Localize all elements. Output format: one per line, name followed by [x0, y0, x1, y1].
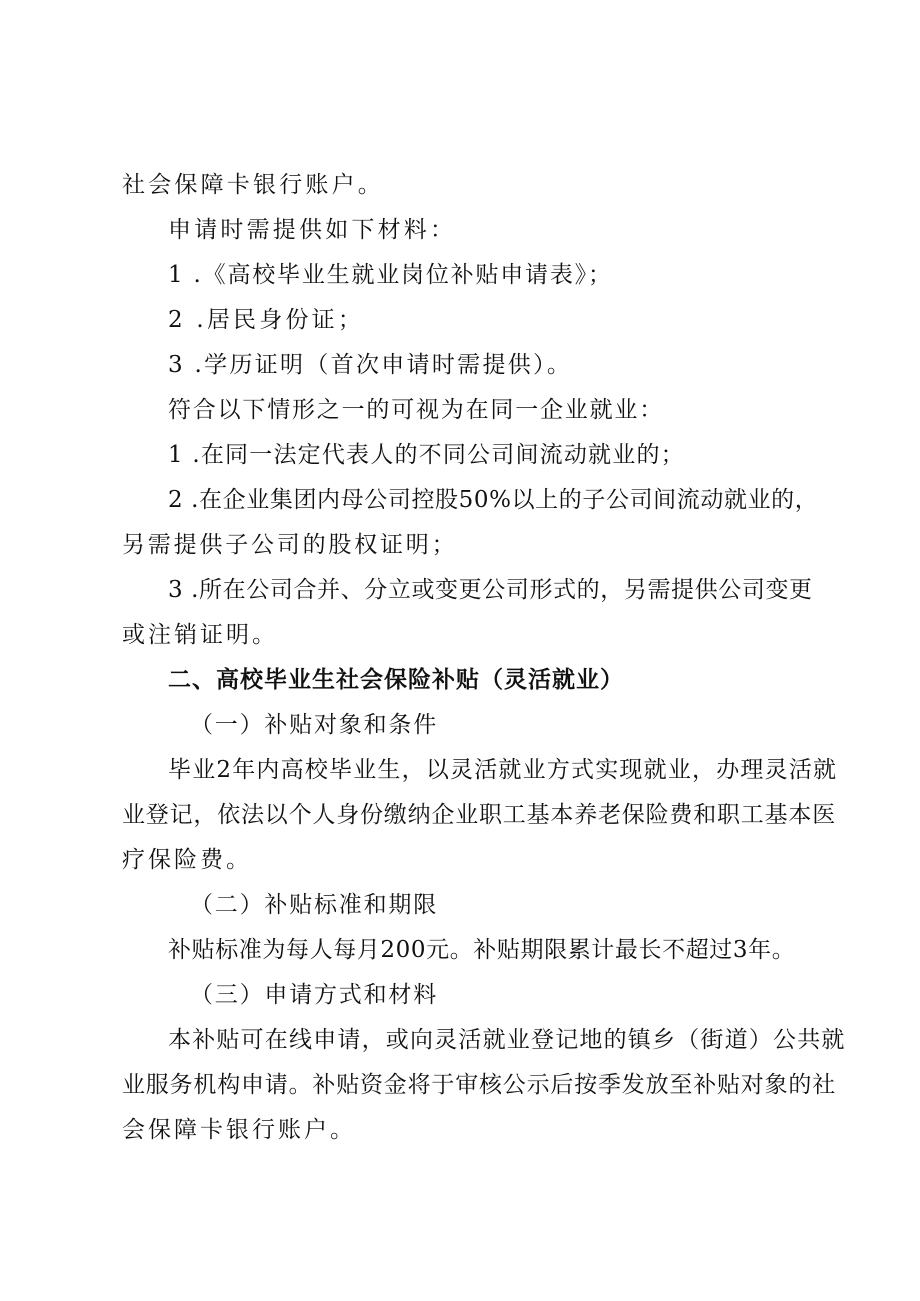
text-line: 疗保险费。 — [122, 847, 252, 873]
subsection-heading: （一）补贴对象和条件 — [190, 712, 438, 738]
text-line: 符合以下情形之一的可视为在同一企业就业： — [168, 397, 664, 423]
text-line: 业登记，依法以个人身份缴纳企业职工基本养老保险费和职工基本医 — [122, 802, 836, 828]
text-line: 或注销证明。 — [122, 622, 278, 648]
text-line: 补贴标准为每人每月200元。补贴期限累计最长不超过3年。 — [168, 937, 796, 963]
text-line: 申请时需提供如下材料： — [168, 217, 457, 243]
list-item: 3 .所在公司合并、分立或变更公司形式的，另需提供公司变更 — [168, 577, 813, 603]
text-line: 本补贴可在线申请，或向灵活就业登记地的镇乡（街道）公共就 — [168, 1027, 846, 1053]
list-item: 3 .学历证明（首次申请时需提供）。 — [168, 352, 573, 378]
text-line: 毕业2年内高校毕业生，以灵活就业方式实现就业，办理灵活就 — [168, 757, 838, 783]
list-item: 2 .居民身份证； — [168, 307, 365, 333]
list-item: 1 .《高校毕业生就业岗位补贴申请表》； — [168, 262, 613, 288]
text-line: 业服务机构申请。补贴资金将于审核公示后按季发放至补贴对象的社 — [122, 1072, 836, 1098]
subsection-heading: （二）补贴标准和期限 — [190, 892, 438, 918]
text-line: 会保障卡银行账户。 — [122, 1117, 356, 1143]
section-heading: 二、高校毕业生社会保险补贴（灵活就业） — [168, 667, 624, 693]
list-item: 1 .在同一法定代表人的不同公司间流动就业的； — [168, 442, 685, 468]
subsection-heading: （三）申请方式和材料 — [190, 982, 438, 1008]
text-line: 另需提供子公司的股权证明； — [122, 532, 458, 558]
list-item: 2 .在企业集团内母公司控股50%以上的子公司间流动就业的， — [168, 487, 819, 513]
text-line: 社会保障卡银行账户。 — [122, 172, 384, 198]
